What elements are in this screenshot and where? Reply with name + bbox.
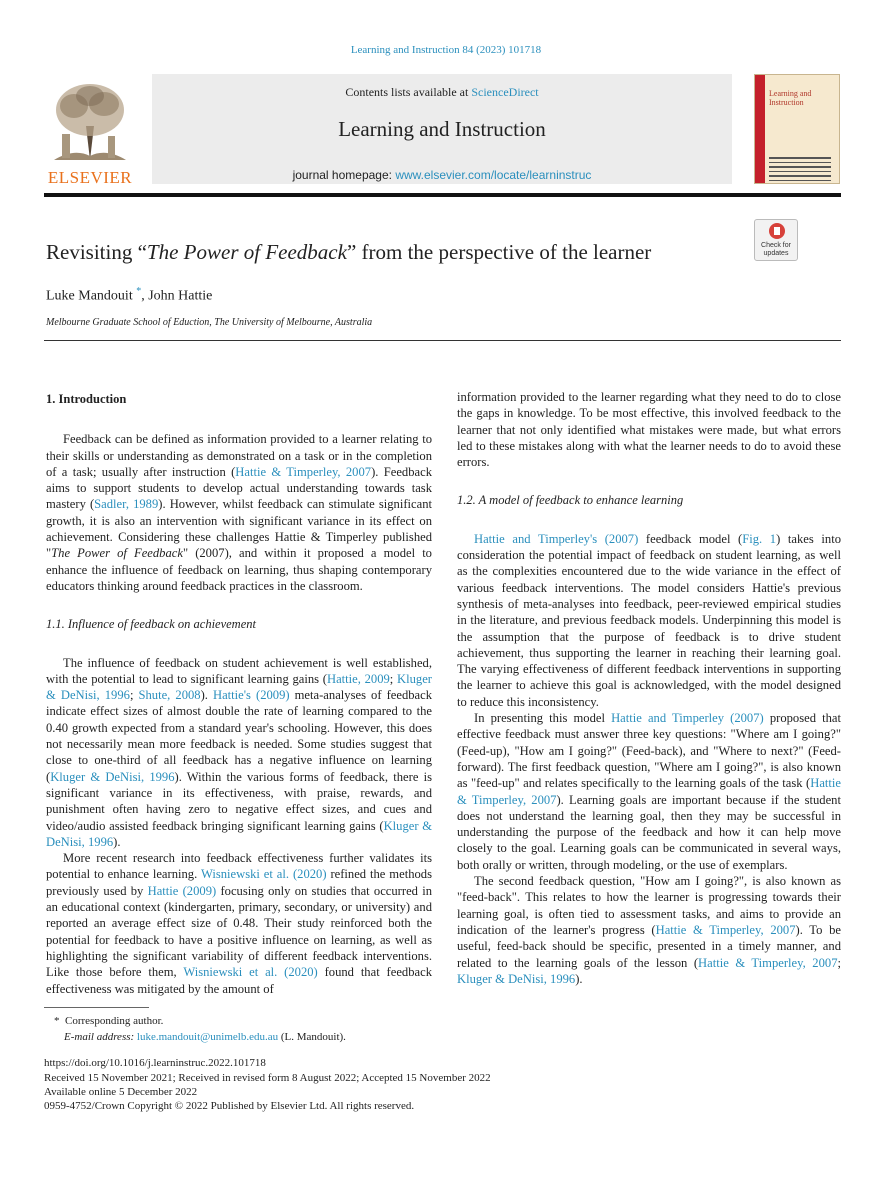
citation-link[interactable]: Hattie (2009) <box>147 883 217 898</box>
left-column <box>46 391 432 997</box>
paragraph: The influence of feedback on student achievement is well established, with the potential to lead to significant learning gains (Hattie, 2009; Kluger & DeNisi, 1996; Shute, 2008). Hattie's (2009) meta-analyses of feedback indicate effect sizes of almost double the rate of learning compared to the 0.40 growth expected from a standard year's schooling. However, this does not necessarily mean more feedback is needed. Some studies suggest that close to one-third of all feedback has a negative influence on learning (Kluger & DeNisi, 1996). Within the various forms of feedback, there is significant variance in its effectiveness, with praise, rewards, and punishment often having zero to negative effect sizes, and cues and video/audio assisted feedback bringing significant learning gains (Kluger & DeNisi, 1996). <box>46 655 433 849</box>
received-dates: Received 15 November 2021; Received in revised form 8 August 2022; Accepted 15 November 2022 <box>44 1072 491 1084</box>
citation-link[interactable]: Hattie's (2009) <box>213 688 290 703</box>
author-mandouit: Luke Mandouit <box>46 288 133 304</box>
paragraph: Hattie and Timperley's (2007) feedback model (Fig. 1) takes into consideration the potential impact of feedback on student learning, as well as the complexities encountered due to the wide variance in the effect of various feedback interventions. The model considers Hattie's previous synthesis of meta-analyses into feedback, peer-reviewed empirical studies in the literature, and previous feedback models. Underpinning this model is the assumption that the purpose of feedback is to drive student achievement, thus supporting the learner in reaching their learning goal. The varying effectiveness of different feedback interventions in supporting the learner to achieve this goal is acknowledged, with the model designed to reduce this inconsistency. <box>457 531 841 709</box>
affiliation: Melbourne Graduate School of Eduction, The University of Melbourne, Australia <box>46 317 373 328</box>
elsevier-logo[interactable] <box>44 76 136 188</box>
check-updates-icon <box>769 223 785 239</box>
citation-link[interactable]: Sadler, 1989 <box>94 497 159 512</box>
header-rule <box>44 193 841 197</box>
contents-prefix: Contents lists available at <box>345 85 469 99</box>
right-column <box>457 389 841 987</box>
publisher-name: ELSEVIER <box>47 168 133 187</box>
contents-line <box>152 85 732 100</box>
paragraph: In presenting this model Hattie and Timperley (2007) proposed that effective feedback must answer three key questions: "Where am I going?" (Feed-up), "How am I going?" (Feed-back), and "Where to next?" (Feed-forward). The first feedback question, "Where am I going?", is also known as "feed-up" and relates specifically to the learning goals of the task (Hattie & Timperley, 2007). Learning goals are important because if the student does not understand the learning goal, then they may be successful in understanding the purpose of the feedback and how it can help move closely to the goal. Learning goals can be communicated in several ways, both orally or written, through modeling, or the use of exemplars. <box>457 711 842 872</box>
cover-text-lines <box>769 157 831 184</box>
citation-link[interactable]: Wisniewski et al. (2020) <box>183 965 318 980</box>
email-link[interactable]: luke.mandouit@unimelb.edu.au <box>136 1031 279 1043</box>
citation-link[interactable]: Hattie, 2009 <box>326 671 390 686</box>
subsection-heading: 1.1. Influence of feedback on achievement <box>46 617 256 632</box>
homepage-prefix: journal homepage: <box>292 168 392 182</box>
homepage-line <box>152 168 732 182</box>
title-rule <box>44 340 841 341</box>
journal-citation[interactable]: Learning and Instruction 84 (2023) 101718 <box>350 44 542 56</box>
citation-link[interactable]: Hattie & Timperley, 2007 <box>457 776 841 807</box>
citation-link[interactable]: Hattie & Timperley, 2007 <box>235 464 372 479</box>
paragraph: The second feedback question, "How am I going?", is also known as "feed-back". This relates to how the learner is progressing towards their learning goal, is often tied to assessment tasks, and aims to provide an indication of the learner's progress (Hattie & Timperley, 2007). To be useful, feed-back should be specific, presented in a timely manner, and related to the learning goals of the lesson (Hattie & Timperley, 2007; Kluger & DeNisi, 1996). <box>457 874 841 986</box>
footnote-mark: * <box>54 1015 60 1027</box>
paragraph: Feedback can be defined as information provided to a learner relating to their skills or understanding as demonstrated on a task or in the completion of a task; usually after instruction (Hattie & Timperley, 2007). Feedback aims to support students to develop actual understanding towards task mastery (Sadler, 1989). However, whilst feedback can stimulate significant growth, it is also an intervention with significant variance in its effect on achievement. Considering these challenges Hattie & Timperley published "The Power of Feedback" (2007), and within it proposed a model to enhance the influence of feedback on learning, thus shaping contemporary educators thinking around feedback practices in the classroom. <box>46 432 432 593</box>
citation-link[interactable]: Kluger & DeNisi, 1996 <box>46 818 432 849</box>
figure-link[interactable]: Fig. 1 <box>742 531 777 546</box>
journal-homepage-link[interactable]: www.elsevier.com/locate/learninstruc <box>395 168 592 182</box>
doi-link[interactable]: https://doi.org/10.1016/j.learninstruc.2022.101718 <box>44 1057 266 1069</box>
check-updates-label: Check for updates <box>761 242 791 257</box>
citation-link[interactable]: Hattie and Timperley's (2007) <box>474 531 639 546</box>
citation-link[interactable]: Hattie & Timperley, 2007 <box>655 922 796 937</box>
journal-cover[interactable] <box>754 74 840 184</box>
paragraph: More recent research into feedback effectiveness further validates its potential to enhance learning. Wisniewski et al. (2020) refined the methods previously used by Hattie (2009) focusing only on studies that occurred in an educational context (kindergarten, primary, secondary, or university) and reported an average effect size of 0.48. Their study reinforced both the potential for feedback to have a positive influence on learning, as well as highlighting the significant variability of different feedback interventions. Like those before them, Wisniewski et al. (2020) found that feedback effectiveness was mitigated by the amount of <box>46 851 433 996</box>
cover-band <box>755 75 765 183</box>
footnote-corresponding: * Corresponding author. <box>54 1015 164 1027</box>
journal-title: Learning and Instruction <box>338 117 546 141</box>
citation-link[interactable]: Kluger & DeNisi, 1996 <box>46 671 432 703</box>
subsection-heading: 1.2. A model of feedback to enhance learning <box>457 493 684 508</box>
journal-banner <box>152 74 732 184</box>
available-online: Available online 5 December 2022 <box>44 1086 198 1098</box>
paragraph: information provided to the learner regarding what they need to do to close the gaps in knowledge. To be most effective, this involved feedback to the learner that not only identified what mistakes were made, but what errors led to these mistakes along with what the learner needs to do to avoid these errors. <box>457 390 841 470</box>
authors <box>46 286 212 305</box>
sciencedirect-link[interactable]: ScienceDirect <box>471 85 539 99</box>
corresponding-author-mark[interactable]: * <box>136 286 142 297</box>
article-title: Revisiting “The Power of Feedback” from the perspective of the learner <box>46 240 652 264</box>
section-heading-introduction: 1. Introduction <box>46 392 127 406</box>
author-hattie: , John Hattie <box>141 288 213 304</box>
citation-link[interactable]: Kluger & DeNisi, 1996 <box>50 769 175 784</box>
citation-link[interactable]: Shute, 2008 <box>138 688 201 703</box>
cover-title: Learning and Instruction <box>769 89 812 107</box>
citation-link[interactable]: Wisniewski et al. (2020) <box>200 867 327 882</box>
footnote-email: E-mail address: luke.mandouit@unimelb.edu.au (L. Mandouit). <box>64 1031 346 1043</box>
check-for-updates-button[interactable] <box>754 219 798 261</box>
citation-link[interactable]: Kluger & DeNisi, 1996 <box>457 971 576 986</box>
footnote-rule <box>44 1007 149 1008</box>
citation-link[interactable]: Hattie & Timperley, 2007 <box>698 955 838 970</box>
copyright: 0959-4752/Crown Copyright © 2022 Published by Elsevier Ltd. All rights reserved. <box>44 1100 415 1112</box>
citation-link[interactable]: Hattie and Timperley (2007) <box>611 711 764 726</box>
